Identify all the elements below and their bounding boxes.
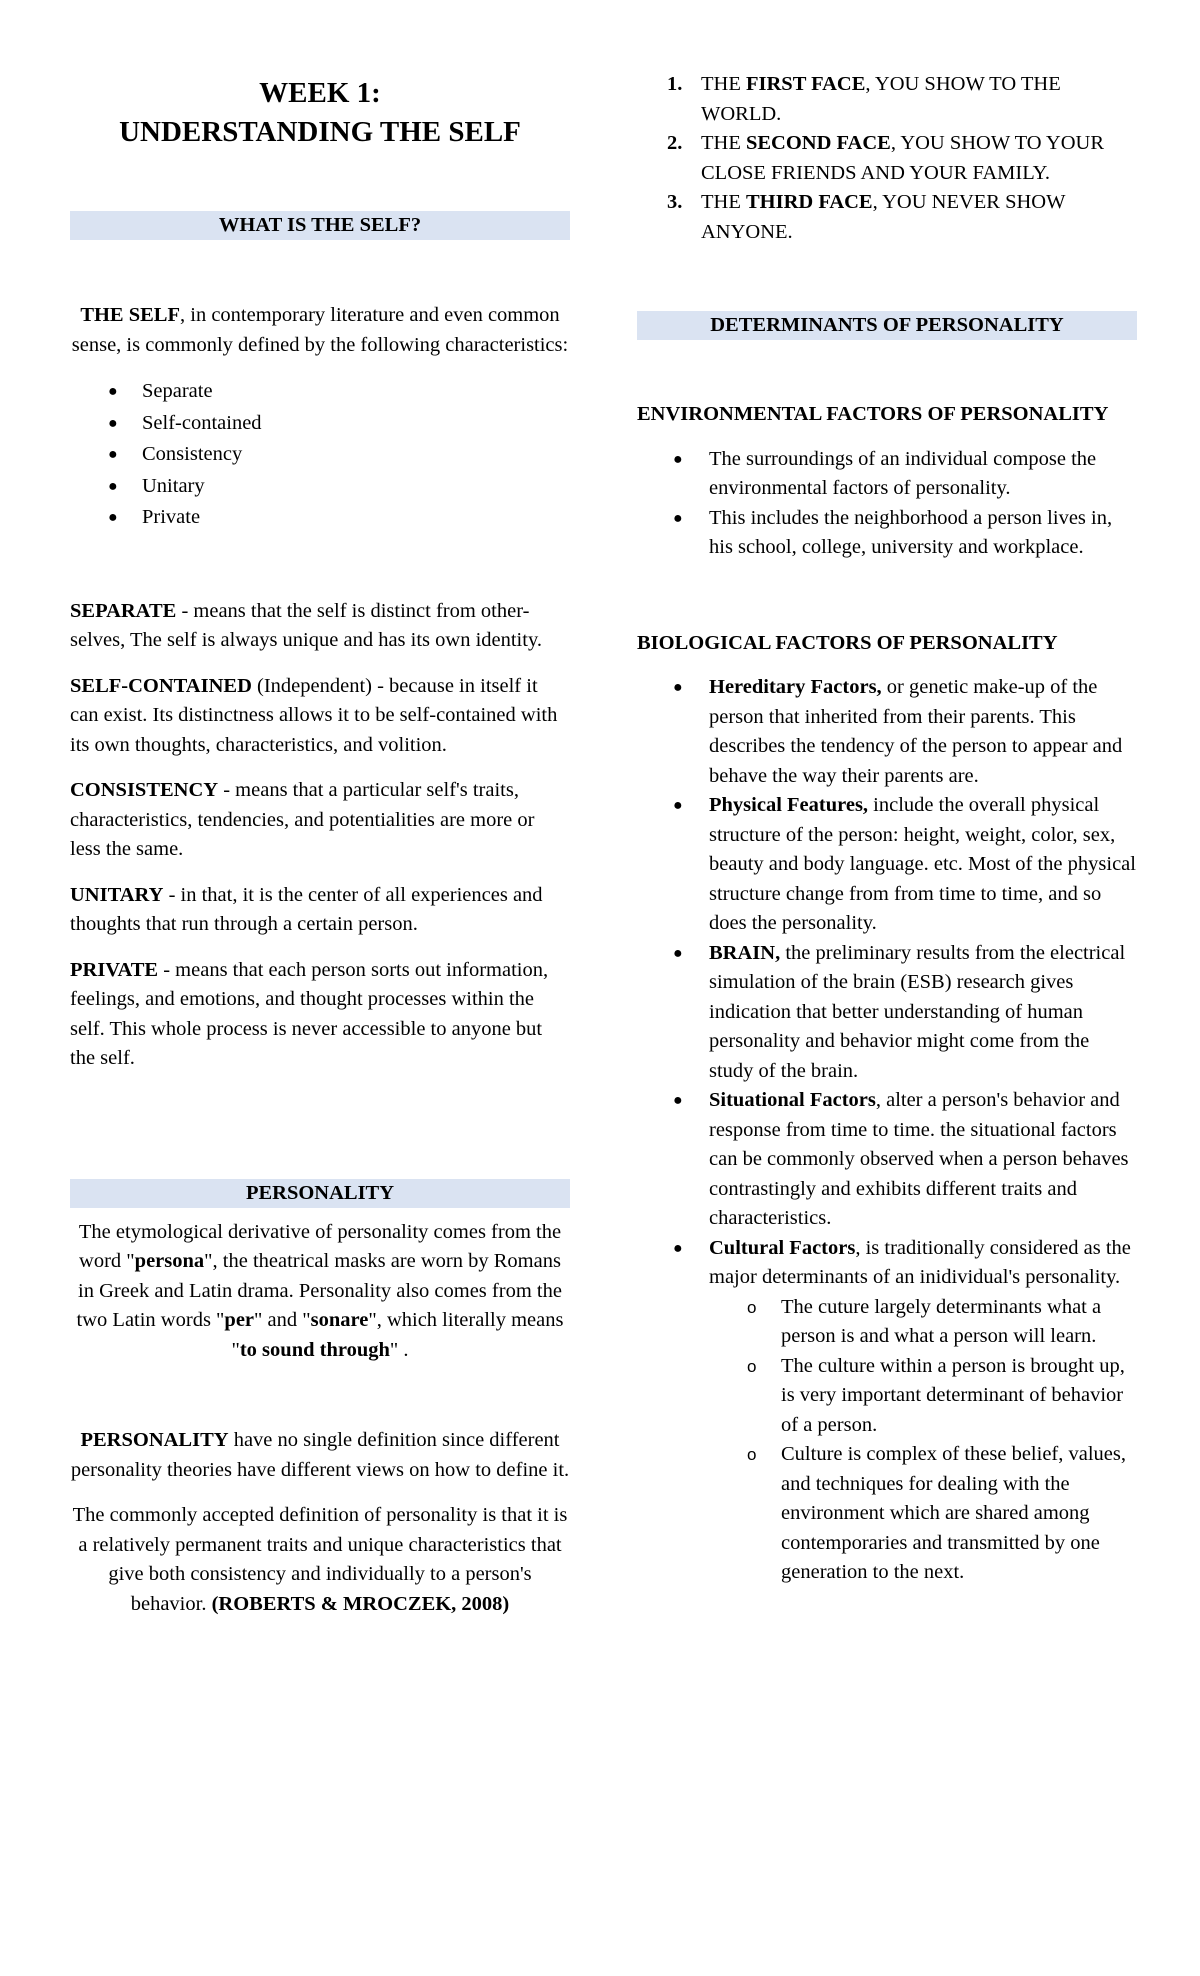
characteristics-list <box>70 376 570 534</box>
section-band-personality: PERSONALITY <box>70 1179 570 1208</box>
definition-separate: SEPARATE - means that the self is distinct from other-selves, The self is always unique and has its own identity. <box>70 599 542 651</box>
definition-self-contained: SELF-CONTAINED (Independent) - because in itself it can exist. Its distinctness allows it to be self-contained with its own thoughts, characteristics, and volition. <box>70 674 558 756</box>
list-item: ● Private <box>70 502 570 534</box>
definition-consistency: CONSISTENCY - means that a particular self's traits, characteristics, tendencies, and potentialities are more or less the same. <box>70 779 535 860</box>
list-item: 1. THE FIRST FACE, YOU SHOW TO THE WORLD. <box>667 73 1061 125</box>
list-item: ● Cultural Factors, is traditionally considered as the major determinants of an inidividual's personality. o The cuture largely determinants what a person is and what a person will learn. o The culture within a person is brought up, is very important determinant of behavior of a person. o Culture is complex of these belief, values, and techniques for dealing with the environment which are shared among contemporaries and transmitted by one generation to the next. <box>637 1234 1137 1588</box>
citation: (ROBERTS & MROCZEK, 2008) <box>211 1592 510 1615</box>
bullet-icon: ● <box>108 446 118 463</box>
list-item: 3. THE THIRD FACE, YOU NEVER SHOW ANYONE. <box>667 191 1066 243</box>
list-item: ● Situational Factors, alter a person's behavior and response from time to time. the situational factors can be commonly observed when a person behaves contrastingly and exhibits different traits and characteristics. <box>637 1086 1137 1234</box>
hollow-bullet-icon: o <box>747 1356 757 1376</box>
bullet-icon: ● <box>673 944 683 962</box>
list-item: ● BRAIN, the preliminary results from the electrical simulation of the brain (ESB) research gives indication that better understanding of human personality and behavior might come from the study of the brain. <box>637 939 1137 1087</box>
page-title <box>70 74 570 152</box>
bullet-icon: ● <box>108 383 118 400</box>
list-item: ● The surroundings of an individual compose the environmental factors of personality. <box>637 445 1137 504</box>
list-item: o The cuture largely determinants what a person is and what a person will learn. <box>637 1293 1137 1352</box>
section-band-what-is-self: WHAT IS THE SELF? <box>70 211 570 240</box>
hollow-bullet-icon: o <box>747 1297 757 1317</box>
title-line-2: UNDERSTANDING THE SELF <box>119 116 521 148</box>
no-single-definition-paragraph: PERSONALITY have no single definition since different personality theories have different views on how to define it. <box>70 1429 570 1481</box>
list-item: ● Hereditary Factors, or genetic make-up of the person that inherited from their parents. This describes the tendency of the person to appear and behave the way their parents are. <box>637 673 1137 791</box>
list-item: ● Consistency <box>70 439 570 471</box>
title-line-1: WEEK 1: <box>259 77 381 109</box>
definition-unitary: UNITARY - in that, it is the center of all experiences and thoughts that run through a certain person. <box>70 883 543 935</box>
bullet-icon: ● <box>673 797 683 814</box>
bullet-icon: ● <box>673 450 683 468</box>
bullet-icon: ● <box>673 509 683 527</box>
list-item: 2. THE SECOND FACE, YOU SHOW TO YOUR CLOSE FRIENDS AND YOUR FAMILY. <box>667 132 1105 184</box>
bullet-icon: ● <box>108 509 118 526</box>
accepted-definition-paragraph: The commonly accepted definition of personality is that it is a relatively permanent traits and unique characteristics that give both consistency and individually to a person's behavior. (ROBERTS & MROCZEK, 2008) <box>72 1504 568 1615</box>
environmental-factors-heading: ENVIRONMENTAL FACTORS OF PERSONALITY <box>637 403 1109 425</box>
bullet-icon: ● <box>108 414 118 432</box>
hollow-bullet-icon: o <box>747 1445 757 1464</box>
environmental-factors-list <box>637 445 1137 563</box>
cultural-factors-sublist <box>637 1293 1137 1588</box>
list-item: ● Unitary <box>70 471 570 503</box>
self-intro-term: THE SELF <box>80 304 180 326</box>
right-column <box>637 0 1137 1588</box>
biological-factors-heading: BIOLOGICAL FACTORS OF PERSONALITY <box>637 631 1058 654</box>
etymology-paragraph: The etymological derivative of personality comes from the word "persona", the theatrical masks are worn by Romans in Greek and Latin drama. Personality also comes from the two Latin words "per" and "sonare", which literally means "to sound through" . <box>76 1220 564 1361</box>
list-item: ● Separate <box>70 376 570 408</box>
list-item: o Culture is complex of these belief, values, and techniques for dealing with the environment which are shared among contemporaries and transmitted by one generation to the next. <box>637 1440 1137 1588</box>
bullet-icon: ● <box>673 1239 683 1257</box>
left-column <box>70 0 570 1619</box>
biological-factors-list <box>637 673 1137 1588</box>
self-intro-text: , in contemporary literature and even common sense, is commonly defined by the following characteristics: <box>71 304 569 356</box>
three-faces-list <box>637 70 1137 247</box>
bullet-icon: ● <box>673 1092 683 1109</box>
list-item: o The culture within a person is brought up, is very important determinant of behavior of a person. <box>637 1352 1137 1441</box>
list-item: ● Physical Features, include the overall physical structure of the person: height, weight, color, sex, beauty and body language. etc. Most of the physical structure change from from time to time, and so does the personality. <box>637 791 1137 939</box>
self-intro-paragraph <box>70 301 570 360</box>
bullet-icon: ● <box>108 477 118 495</box>
list-item: ● Self-contained <box>70 408 570 440</box>
list-item: ● This includes the neighborhood a person lives in, his school, college, university and workplace. <box>637 504 1137 563</box>
bullet-icon: ● <box>673 679 683 696</box>
definition-private: PRIVATE - means that each person sorts out information, feelings, and emotions, and thought processes within the self. This whole process is never accessible to anyone but the self. <box>70 958 549 1069</box>
section-band-determinants: DETERMINANTS OF PERSONALITY <box>637 311 1137 340</box>
